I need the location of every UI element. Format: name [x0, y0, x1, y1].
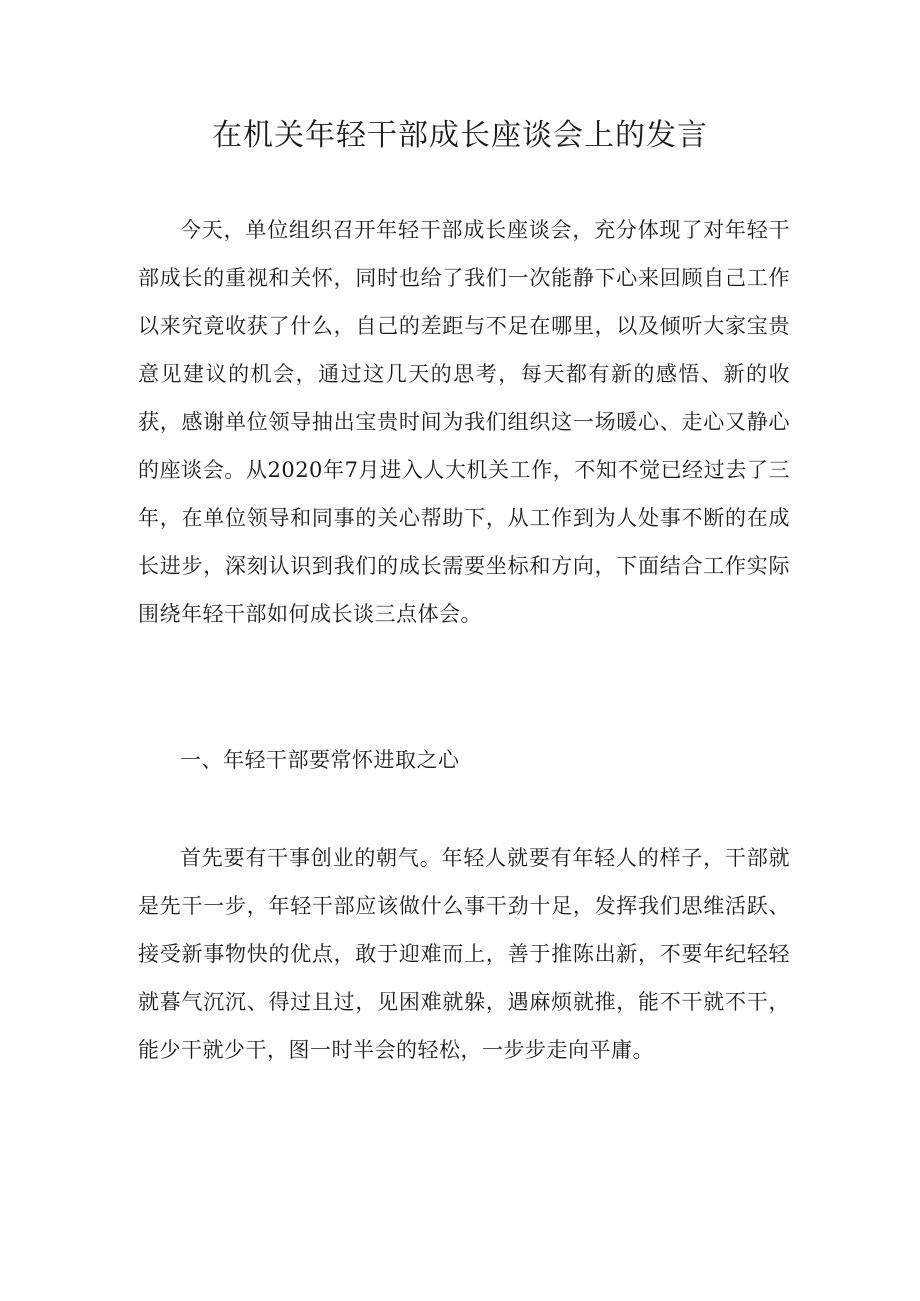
- section-heading: 一、年轻干部要常怀进取之心: [180, 748, 460, 772]
- intro-paragraph: 今天，单位组织召开年轻干部成长座谈会，充分体现了对年轻干部成长的重视和关怀，同时也给了我们一次能静下心来回顾自己工作以来究竟收获了什么，自己的差距与不足在哪里，以及倾听大家宝贵意见建议的机会，通过这几天的思考，每天都有新的感悟、新的收获，感谢单位领导抽出宝贵时间为我们组织这一场暖心、走心又静心的座谈会。从2020年7月进入人大机关工作，不知不觉已经过去了三年，在单位领导和同事的关心帮助下，从工作到为人处事不断的在成长进步，深刻认识到我们的成长需要坐标和方向，下面结合工作实际围绕年轻干部如何成长谈三点体会。: [138, 218, 790, 626]
- body-paragraph: 首先要有干事创业的朝气。年轻人就要有年轻人的样子，干部就是先干一步，年轻干部应该做什么事干劲十足，发挥我们思维活跃、接受新事物快的优点，敢于迎难而上，善于推陈出新，不要年纪轻轻就暮气沉沉、得过且过，见困难就躲，遇麻烦就推，能不干就不干，能少干就少干，图一时半会的轻松，一步步走向平庸。: [138, 846, 790, 1062]
- document-title: 在机关年轻干部成长座谈会上的发言: [212, 118, 708, 153]
